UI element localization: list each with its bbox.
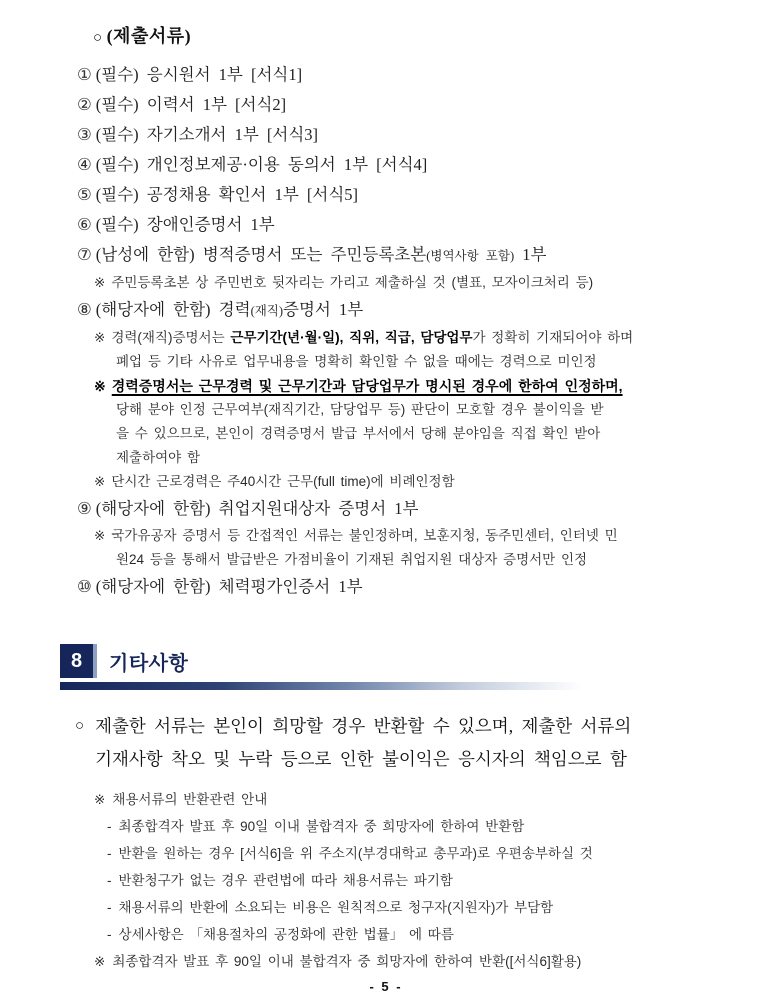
circled-number-icon: ⑩	[77, 577, 92, 596]
item-text-small: (병역사항 포함)	[426, 249, 515, 263]
dash-text: 채용서류의 반환에 소요되는 비용은 원칙적으로 청구자(지원자)가 부담함	[118, 900, 554, 915]
reference-mark-icon: ※	[94, 792, 106, 807]
dash-item-3	[107, 867, 712, 894]
note-item-8b	[94, 374, 712, 470]
etc-paragraph-line1: 제출한 서류는 본인이 희망할 경우 반환할 수 있으며, 제출한 서류의	[95, 716, 632, 736]
dash-icon: -	[107, 900, 112, 915]
note-line	[94, 374, 712, 398]
list-item-1	[77, 60, 712, 90]
note-line: 제출하여야 함	[116, 450, 200, 465]
section-title: 기타사항	[109, 652, 189, 675]
list-item-2	[77, 90, 712, 120]
item-text: (해당자에 한함) 취업지원대상자 증명서 1부	[95, 499, 419, 518]
list-item-6	[77, 210, 712, 240]
note-text: 주민등록초본 상 주민번호 뒷자리는 가리고 제출하실 것 (별표, 모자이크처리 등)	[111, 275, 594, 290]
circle-bullet-icon: ○	[93, 30, 103, 46]
submission-heading-label: (제출서류)	[106, 26, 192, 46]
note-item-7	[94, 271, 712, 295]
note-line: 을 수 있으므로, 본인이 경력증명서 발급 부서에서 당해 분야임을 직접 확인 받아	[116, 426, 601, 441]
note-text-bold-underline: 경력증명서는 근무경력 및 근무기간과 담당업무가 명시된 경우에 한하여 인정하며,	[111, 378, 623, 394]
reference-mark-icon: ※	[94, 330, 106, 345]
note-text: 국가유공자 증명서 등 간접적인 서류는 불인정하며, 보훈지청, 동주민센터, 인터넷 민	[111, 528, 618, 543]
dash-item-4	[107, 894, 712, 921]
item-text: (필수) 공정채용 확인서 1부 [서식5]	[95, 185, 359, 204]
etc-paragraph	[75, 710, 712, 776]
item-text: (필수) 응시원서 1부 [서식1]	[95, 65, 303, 84]
list-item-7	[77, 240, 712, 271]
dash-icon: -	[107, 819, 112, 834]
dash-item-5	[107, 921, 712, 948]
note-line: 당해 분야 인정 근무여부(재직기간, 담당업무 등) 판단이 모호할 경우 불이익을 받	[116, 402, 604, 417]
note-item-8c	[94, 470, 712, 494]
etc-paragraph-line2: 기재사항 착오 및 누락 등으로 인한 불이익은 응시자의 책임으로 함	[95, 749, 627, 769]
list-item-8	[77, 295, 712, 326]
list-item-3	[77, 120, 712, 150]
return-guide-title	[94, 786, 712, 813]
note-text: 가 정확히 기재되어야 하며	[472, 330, 634, 345]
circle-bullet-icon: ○	[75, 718, 85, 734]
reference-mark-icon: ※	[94, 474, 106, 489]
note-text: 채용서류의 반환관련 안내	[112, 792, 268, 807]
note-line: 원24 등을 통해서 발급받은 가점비율이 기재된 취업지원 대상자 증명서만 인정	[116, 552, 588, 567]
circled-number-icon: ⑧	[77, 300, 92, 319]
circled-number-icon: ①	[77, 65, 92, 84]
circled-number-icon: ③	[77, 125, 92, 144]
submission-heading	[93, 24, 712, 50]
item-text: (필수) 개인정보제공·이용 동의서 1부 [서식4]	[95, 155, 428, 174]
item-text: 증명서 1부	[283, 300, 364, 319]
etc-paragraph-text	[95, 710, 631, 776]
list-item-9	[77, 494, 712, 524]
circled-number-icon: ⑨	[77, 499, 92, 518]
page-number: - 5 -	[369, 979, 403, 994]
item-text: (남성에 한함) 병적증명서 또는 주민등록초본	[95, 245, 427, 264]
reference-mark-icon: ※	[94, 528, 106, 543]
dash-text: 반환을 원하는 경우 [서식6]을 위 주소지(부경대학교 총무과)로 우편송부하실 것	[118, 846, 593, 861]
section-header-etc	[60, 644, 712, 690]
dash-icon: -	[107, 846, 112, 861]
item-text: 1부	[514, 245, 547, 264]
dash-text: 반환청구가 없는 경우 관련법에 따라 채용서류는 파기함	[118, 873, 453, 888]
item-text: (필수) 이력서 1부 [서식2]	[95, 95, 287, 114]
note-line	[94, 524, 712, 548]
note-text: 단시간 근로경력은 주40시간 근무(full time)에 비례인정함	[111, 474, 455, 489]
dash-item-2	[107, 840, 712, 867]
section-header-row	[60, 644, 712, 678]
note-line: 폐업 등 기타 사유로 업무내용을 명확히 확인할 수 없을 때에는 경력으로 미인정	[116, 354, 597, 369]
reference-mark-icon: ※	[94, 275, 106, 290]
circled-number-icon: ④	[77, 155, 92, 174]
reference-mark-icon: ※	[94, 954, 106, 969]
dash-icon: -	[107, 927, 112, 942]
section-number-badge: 8	[60, 644, 97, 678]
item-text: (해당자에 한함) 경력	[95, 300, 251, 319]
list-item-10	[77, 572, 712, 602]
list-item-5	[77, 180, 712, 210]
circled-number-icon: ⑤	[77, 185, 92, 204]
note-text: 최종합격자 발표 후 90일 이내 불합격자 중 희망자에 한하여 반환([서식6]활용)	[112, 954, 582, 969]
note-item-8a	[94, 326, 712, 374]
circled-number-icon: ⑥	[77, 215, 92, 234]
list-item-4	[77, 150, 712, 180]
note-line	[94, 326, 712, 350]
dash-text: 상세사항은 「채용절차의 공정화에 관한 법률」 에 따름	[118, 927, 454, 942]
note-item-9	[94, 524, 712, 572]
item-text-small: (재직)	[250, 304, 284, 318]
item-text: (해당자에 한함) 체력평가인증서 1부	[95, 577, 363, 596]
item-text: (필수) 장애인증명서 1부	[95, 215, 275, 234]
circled-number-icon: ②	[77, 95, 92, 114]
dash-item-1	[107, 813, 712, 840]
note-text-bold: 근무기간(년·월·일), 직위, 직급, 담당업무	[230, 330, 473, 345]
item-text: (필수) 자기소개서 1부 [서식3]	[95, 125, 319, 144]
reference-mark-icon: ※	[94, 378, 106, 394]
dash-text: 최종합격자 발표 후 90일 이내 불합격자 중 희망자에 한하여 반환함	[118, 819, 525, 834]
note-text: 경력(재직)증명서는	[111, 330, 231, 345]
section-divider-bar	[60, 682, 712, 690]
final-return-note	[94, 948, 712, 975]
dash-icon: -	[107, 873, 112, 888]
circled-number-icon: ⑦	[77, 245, 92, 264]
